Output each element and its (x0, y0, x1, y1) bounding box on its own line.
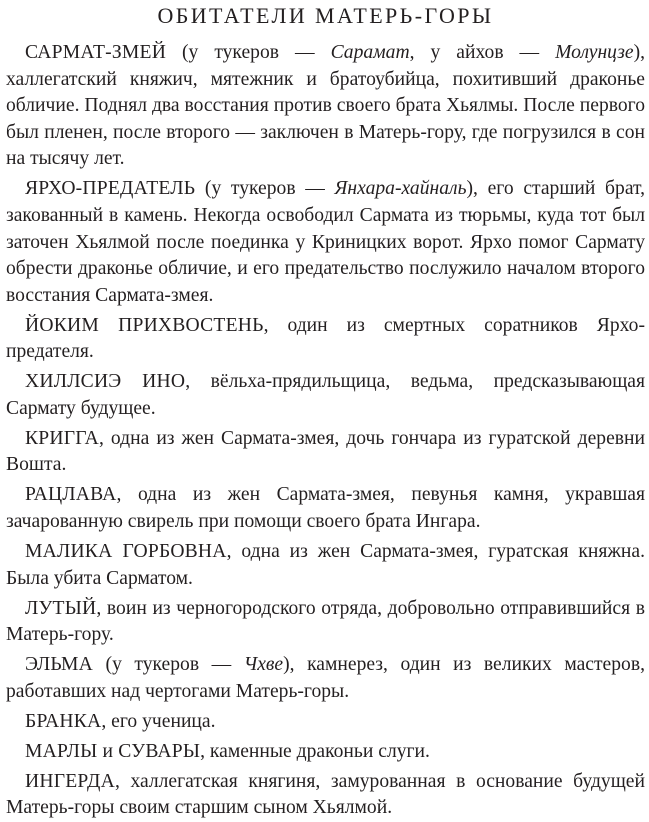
character-description: , одна из жен Сармата-змея, гуратская княжна. Была убита Сарматом. (6, 541, 645, 589)
character-name: ЯРХО-ПРЕДАТЕЛЬ (25, 178, 196, 200)
alias-prefix: (у тукеров — (195, 178, 335, 200)
character-alias: Янхара-хайналь (334, 178, 467, 200)
character-description: ), камнерез, один из великих мастеров, работавших над чертогами Матерь-горы. (6, 654, 645, 702)
character-entry-krigga (6, 426, 645, 479)
character-entry-ingerda (6, 769, 645, 822)
character-alias: Чхве (243, 654, 284, 676)
character-entry-lutyi (6, 596, 645, 649)
character-name: САРМАТ-ЗМЕЙ (25, 42, 167, 63)
character-description: , одна из жен Сармата-змея, певунья камня, укравшая зачарованную свирель при помощи своего брата Ингара. (6, 484, 645, 533)
character-entry-malika (6, 539, 645, 592)
character-entry-hillsie (6, 369, 645, 422)
character-description: , воин из черногородского отряда, добровольно отправившийся в Матерь-гору. (6, 597, 645, 646)
character-entry-ratslava (6, 482, 645, 535)
character-description: , вёльха-прядильщица, ведьма, предсказывающая Сармату будущее. (6, 371, 645, 419)
alias-prefix: , у айхов — (409, 42, 556, 63)
character-entry-branka (6, 709, 645, 736)
character-name: КРИГГА (25, 427, 99, 449)
character-name: МАРЛЫ и СУВАРЫ (25, 740, 201, 762)
character-entry-marly-suvary (6, 739, 645, 766)
alias-prefix: (у тукеров — (166, 42, 331, 63)
character-name: ЙОКИМ ПРИХВОСТЕНЬ (25, 314, 264, 336)
page-title: ОБИТАТЕЛИ МАТЕРЬ-ГОРЫ (157, 3, 494, 28)
character-entry-yokim (6, 313, 645, 366)
character-description: , одна из жен Сармата-змея, дочь гончара из гуратской деревни Вошта. (6, 427, 645, 476)
character-description: , его ученица. (101, 710, 216, 732)
character-name: МАЛИКА ГОРБОВНА (25, 541, 227, 563)
character-alias: Сарамат (330, 42, 410, 63)
character-description: , каменные драконьи слуги. (200, 740, 430, 762)
character-name: БРАНКА (25, 710, 102, 732)
character-name: ЭЛЬМА (25, 654, 94, 676)
character-alias: Молунцзе (555, 42, 634, 63)
character-name: ИНГЕРДА (25, 770, 115, 792)
character-name: ХИЛЛСИЭ ИНО (25, 371, 186, 393)
character-name: РАЦЛАВА (25, 484, 117, 506)
character-entry-sarmat (6, 40, 645, 173)
character-description: ), халлегатский княжич, мятежник и братоубийца, похитивший драконье обличие. Поднял два восстания против своего брата Хьялмы. После первого был пленен, после второго — заключен в Матерь-гору, где погрузился в сон на тысячу лет. (6, 42, 645, 170)
character-entry-elma (6, 652, 645, 705)
character-description: , халлегатская княгиня, замурованная в основание будущей Матерь-горы своим старшим сыном Хьялмой. (6, 770, 645, 819)
character-description: , один из смертных соратников Ярхо-предателя. (6, 314, 645, 363)
character-description: ), его старший брат, закованный в камень. Некогда освободил Сармата из тюрьмы, куда тот был заточен Хьялмой после поединка у Криницких ворот. Ярхо помог Сармату обрести драконье обличие, и его предательство послужило началом второго восстания Сармата-змея. (6, 178, 646, 306)
character-entry-yarkho (6, 176, 645, 309)
alias-prefix: (у тукеров — (93, 654, 244, 676)
character-name: ЛУТЫЙ (25, 597, 97, 619)
